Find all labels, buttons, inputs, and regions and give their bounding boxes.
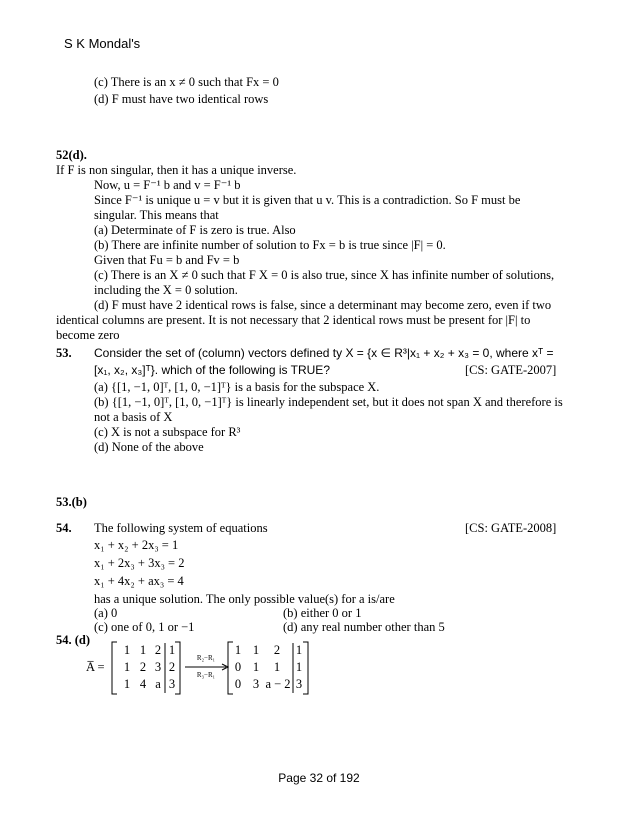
question-53-stem-line2: [x₁, x₂, x₃]ᵀ}. which of the following is TRUE?	[94, 363, 330, 377]
matrix-2-cell: 1	[295, 643, 303, 657]
matrix-1-cell: 1	[123, 643, 131, 657]
matrix-1-cell: 4	[139, 677, 147, 691]
answer-52-line: Now, u = F⁻¹ b and v = F⁻¹ b	[94, 178, 241, 192]
question-54-stem-tail: has a unique solution. The only possible value(s) for a is/are	[94, 592, 395, 606]
question-54-equation-3: x₁ + 4x₂ + ax₃ = 4	[94, 574, 184, 588]
matrix-1-cell: 1	[123, 660, 131, 674]
header-author: S K Mondal's	[64, 36, 141, 51]
matrix-2-cell: 1	[273, 660, 281, 674]
question-54-equation-2: x₁ + 2x₃ + 3x₃ = 2	[94, 556, 185, 570]
answer-52-line: including the X = 0 solution.	[94, 283, 238, 297]
matrix-1-cell: 2	[168, 660, 176, 674]
answer-52-line: (c) There is an X ≠ 0 such that F X = 0 is also true, since X has infinite number of solutions,	[94, 268, 555, 282]
question-53-option-b-cont: not a basis of X	[94, 410, 173, 424]
matrix-1-cell: 3	[168, 677, 176, 691]
question-54-option-a: (a) 0	[94, 606, 118, 620]
matrix-1-cell: 2	[139, 660, 147, 674]
row-operation-arrow-icon	[184, 663, 230, 671]
matrix-2-cell: 1	[234, 643, 242, 657]
question-53-source: [CS: GATE-2007]	[465, 363, 557, 377]
answer-52-line: singular. This means that	[94, 208, 219, 222]
question-54-option-b: (b) either 0 or 1	[283, 606, 362, 620]
answer-53-label: 53.(b)	[56, 495, 87, 509]
question-54-option-c: (c) one of 0, 1 or −1	[94, 620, 195, 634]
answer-52-line: Since F⁻¹ is unique u = v but it is given that u v. This is a contradiction. So F must be	[94, 193, 521, 207]
matrix-2-cell: 1	[252, 660, 260, 674]
q52-option-d: (d) F must have two identical rows	[94, 92, 269, 106]
matrix-2-cell: 3	[295, 677, 303, 691]
answer-52-line: (b) There are infinite number of solution to Fx = b is true since |F| = 0.	[94, 238, 446, 252]
answer-52-line: (a) Determinate of F is zero is true. Also	[94, 223, 296, 237]
matrix-1-cell: 1	[168, 643, 176, 657]
question-53-option-d: (d) None of the above	[94, 440, 204, 454]
matrix-2-cell: 3	[252, 677, 260, 691]
question-53-stem-line1: Consider the set of (column) vectors defined ty X = {x ∈ R³|x₁ + x₂ + x₃ = 0, where xᵀ =	[94, 346, 554, 360]
matrix-2-cell: 1	[252, 643, 260, 657]
answer-52-line: If F is non singular, then it has a unique inverse.	[56, 163, 297, 177]
matrix-2-cell: 1	[295, 660, 303, 674]
answer-52-line: (d) F must have 2 identical rows is false, since a determinant may become zero, even if two	[94, 298, 552, 312]
answer-54-label: 54. (d)	[56, 633, 91, 647]
question-53-option-b: (b) {[1, −1, 0]ᵀ, [1, 0, −1]ᵀ} is linearly independent set, but it does not span X and therefore is	[94, 395, 563, 409]
matrix-1-cell: 1	[123, 677, 131, 691]
matrix-1-cell: a	[155, 677, 161, 691]
question-54-option-d: (d) any real number other than 5	[283, 620, 445, 634]
matrix-1-cell: 1	[139, 643, 147, 657]
matrix-2-cell: 2	[273, 643, 281, 657]
question-54-number: 54.	[56, 521, 72, 535]
matrix-1-cell: 2	[154, 643, 162, 657]
answer-52-line: identical columns are present. It is not necessary that 2 identical rows must be present for |F| to	[56, 313, 531, 327]
question-54-stem: The following system of equations	[94, 521, 268, 535]
answer-52-label: 52(d).	[56, 148, 87, 162]
question-54-source: [CS: GATE-2008]	[465, 521, 557, 535]
matrix-2-cell: a − 2	[265, 677, 291, 691]
matrix-2-cell: 0	[234, 660, 242, 674]
question-53-number: 53.	[56, 346, 72, 360]
question-53-option-a: (a) {[1, −1, 0]ᵀ, [1, 0, −1]ᵀ} is a basis for the subspace X.	[94, 380, 380, 394]
answer-52-line: become zero	[56, 328, 120, 342]
question-53-option-c: (c) X is not a subspace for R³	[94, 425, 241, 439]
row-operation-top: R₂−R₁	[196, 654, 216, 662]
matrix-1-cell: 3	[154, 660, 162, 674]
matrix-2-cell: 0	[234, 677, 242, 691]
answer-52-line: Given that Fu = b and Fv = b	[94, 253, 240, 267]
question-54-equation-1: x₁ + x₂ + 2x₃ = 1	[94, 538, 179, 552]
q52-option-c: (c) There is an x ≠ 0 such that Fx = 0	[94, 75, 279, 89]
page-number: Page 32 of 192	[278, 771, 360, 785]
augmented-matrix-symbol: A̅ =	[86, 660, 105, 674]
row-operation-bottom: R₃−R₁	[196, 671, 216, 679]
